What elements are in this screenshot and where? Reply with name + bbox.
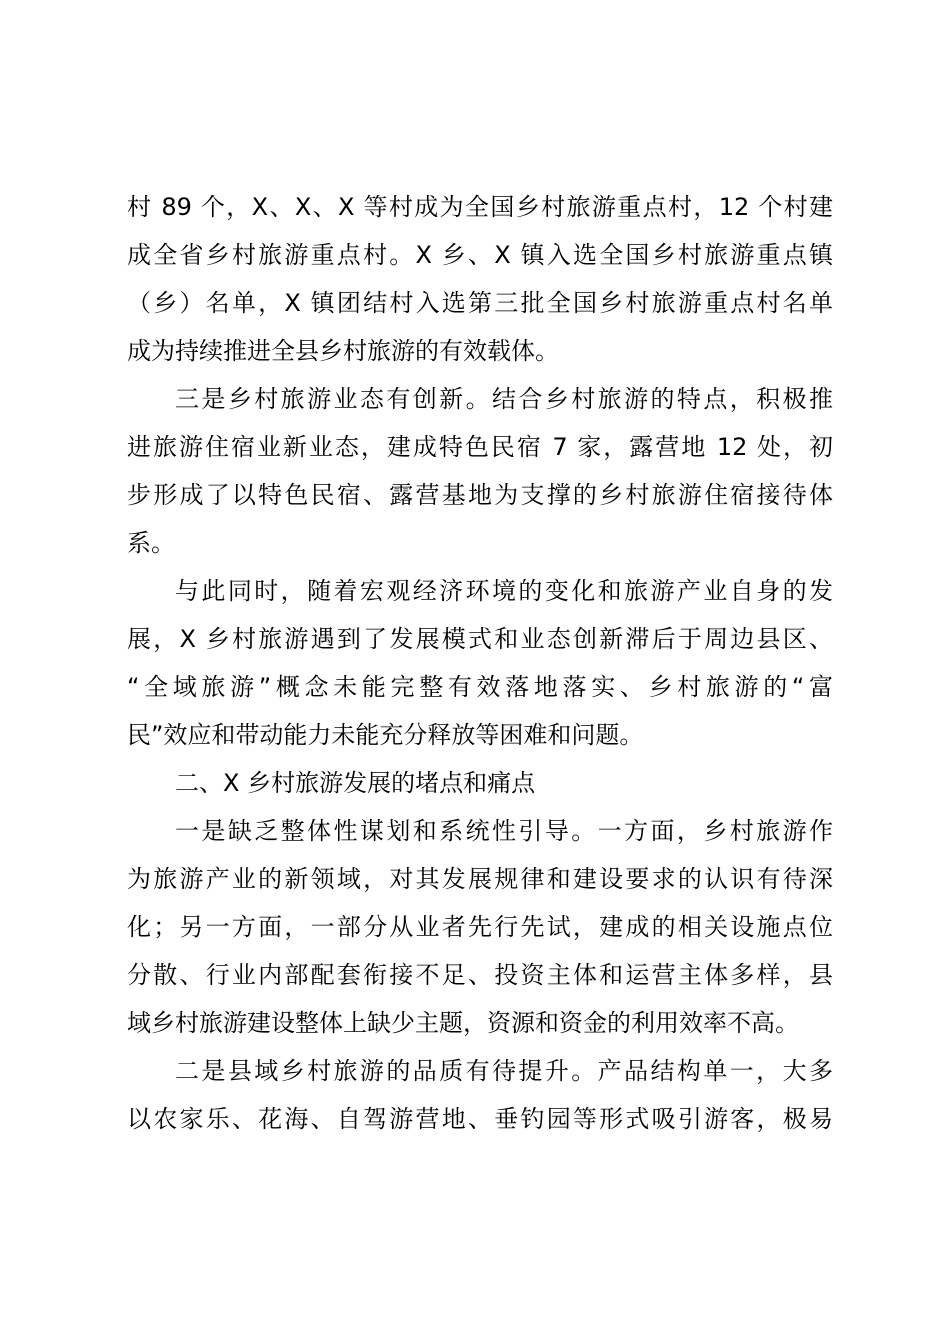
text-line: 域乡村旅游建设整体上缺少主题，资源和资金的利用效率不高。: [127, 1009, 799, 1037]
text-line: 为旅游产业的新领域，对其发展规律和建设要求的认识有待深: [127, 865, 833, 893]
text-line: 与此同时，随着宏观经济环境的变化和旅游产业自身的发: [175, 577, 833, 605]
text-line: 以农家乐、花海、自驾游营地、垂钓园等形式吸引游客，极易: [127, 1105, 833, 1133]
text-line: 化；另一方面，一部分从业者先行先试，建成的相关设施点位: [127, 913, 833, 941]
text-line: 系。: [127, 529, 175, 557]
text-line: 展，X 乡村旅游遇到了发展模式和业态创新滞后于周边县区、: [127, 625, 833, 653]
text-line: 步形成了以特色民宿、露营基地为支撑的乡村旅游住宿接待体: [127, 481, 833, 509]
paragraph-key-villages: [127, 183, 833, 375]
text-line: 民”效应和带动能力未能充分释放等困难和问题。: [127, 721, 644, 749]
text-line: 三是乡村旅游业态有创新。结合乡村旅游的特点，积极推: [175, 385, 833, 413]
section-heading-2: [127, 759, 833, 807]
text-line: 二是县域乡村旅游的品质有待提升。产品结构单一，大多: [175, 1057, 833, 1085]
text-line: （乡）名单，X 镇团结村入选第三批全国乡村旅游重点村名单: [127, 289, 833, 317]
document-body: [127, 183, 833, 1143]
text-line: 一是缺乏整体性谋划和系统性引导。一方面，乡村旅游作: [175, 817, 833, 845]
text-line: “全域旅游”概念未能完整有效落地落实、乡村旅游的“富: [127, 673, 833, 701]
text-line: 成为持续推进全县乡村旅游的有效载体。: [127, 337, 559, 365]
text-line: 成全省乡村旅游重点村。X 乡、X 镇入选全国乡村旅游重点镇: [127, 241, 833, 269]
text-line: 分散、行业内部配套衔接不足、投资主体和运营主体多样，县: [127, 961, 833, 989]
paragraph-quality: [127, 1047, 833, 1143]
paragraph-lack-planning: [127, 807, 833, 1047]
text-line: 村 89 个，X、X、X 等村成为全国乡村旅游重点村，12 个村建: [127, 193, 833, 221]
section-heading: 二、X 乡村旅游发展的堵点和痛点: [175, 769, 536, 797]
paragraph-problems-overview: [127, 567, 833, 759]
paragraph-business-innovation: [127, 375, 833, 567]
text-line: 进旅游住宿业新业态，建成特色民宿 7 家，露营地 12 处，初: [127, 433, 833, 461]
